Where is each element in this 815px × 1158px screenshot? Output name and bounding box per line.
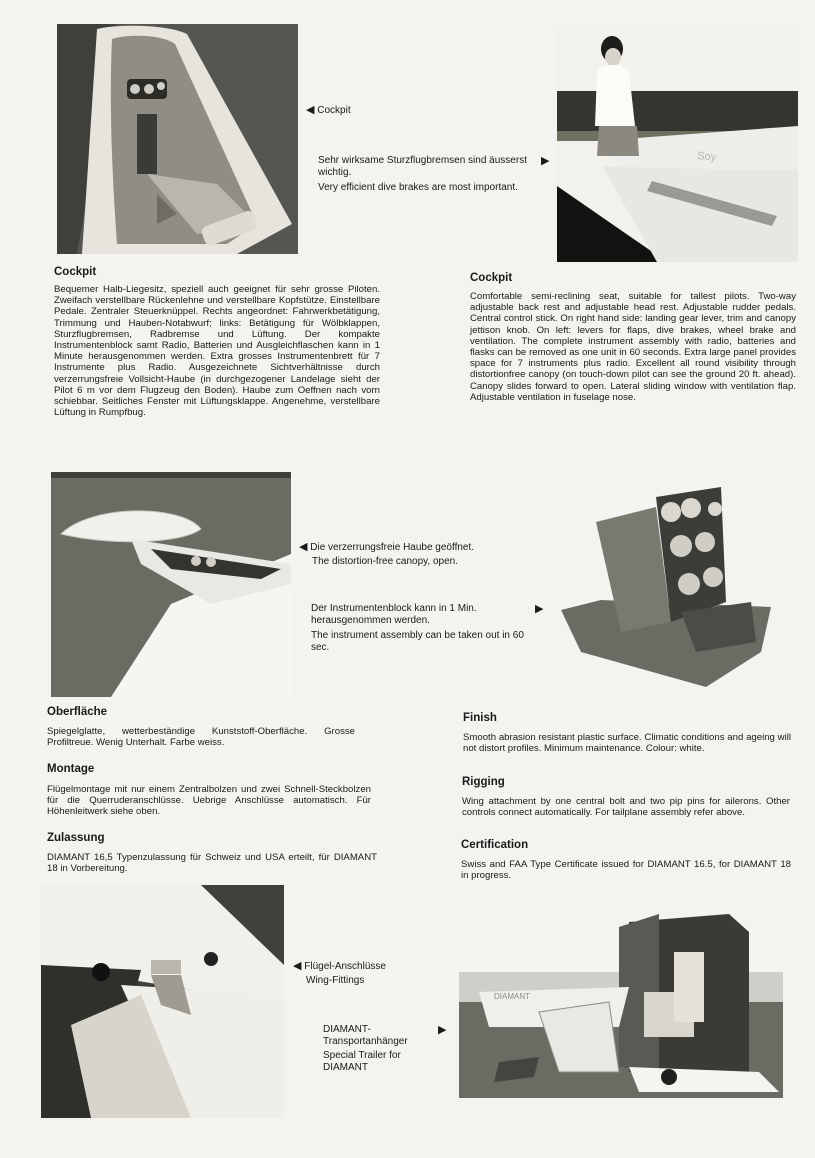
trailer-caption-en: Special Trailer for DIAMANT — [323, 1050, 401, 1073]
canopy-photo — [51, 464, 291, 697]
wing-fittings-caption-de: Flügel-Anschlüsse — [304, 961, 386, 972]
canopy-caption-en: The distortion-free canopy, open. — [312, 556, 459, 567]
en-finish-paragraph: Smooth abrasion resistant plastic surface. Climatic conditions and ageing will not distort profiles. Minimum maintenance. Colour: white. — [463, 732, 791, 755]
dive-brakes-photo — [557, 31, 798, 262]
de-cockpit-paragraph: Bequemer Halb-Liegesitz, speziell auch geeignet für sehr grosse Piloten. Zweifach verstellbare Rückenlehne und verstellbare Kopfstütze. Einstellbare Pedale. Zentraler Steuerknüppel. Rechts angeordnet: Fahrwerkbetätigung, Trimmung und Hauben-Notabwurf; links: Betätigung für Wölbklappen, Sturzflugbremsen, Radbremse und Lüftung. Der kompakte Instrumentenblock samt Radio, Batterien und Ausgleichflaschen kann in 1 Minute herausgenommen werden. Extra grosses Instrumentenbrett für 7 Instrumente plus Radio. Ausgezeichnete Sichtverhältnisse durch verzerrungsfreie Vollsicht-Haube (in durchgezogener Landelage sieht der Pilot 6 m vor dem Flugzeug den Boden). Haube zum Oeffnen nach vorn schiebbar. Seitliches Fenster mit Lüftungsklappe. Angenehme, verstellbare Lüftung in Rumpfbug. — [54, 284, 380, 419]
de-rigging-heading: Montage — [47, 763, 95, 775]
instrument-caption-de: Der Instrumentenblock kann in 1 Min. herausgenommen werden. — [311, 603, 477, 626]
arrow-left-icon: ◀ — [293, 960, 302, 972]
de-surface-paragraph: Spiegelglatte, wetterbeständige Kunststoff-Oberfläche. Grosse Profiltreue. Wenig Unterhalt. Farbe weiss. — [47, 726, 355, 749]
de-surface-heading: Oberfläche — [47, 706, 108, 718]
canopy-caption-de: Die verzerrungsfreie Haube geöffnet. — [310, 542, 475, 553]
trailer-caption-de: DIAMANT-Transportanhänger — [323, 1024, 408, 1047]
en-rigging-heading: Rigging — [462, 776, 505, 788]
en-cert-paragraph: Swiss and FAA Type Certificate issued for DIAMANT 16.5, for DIAMANT 18 in progress. — [461, 859, 791, 882]
de-cockpit-text — [54, 284, 380, 418]
wing-fittings-caption-en: Wing-Fittings — [306, 975, 365, 986]
arrow-left-icon: ◀ — [306, 104, 315, 116]
instrument-photo — [561, 482, 772, 690]
canopy-caption — [299, 541, 539, 568]
en-cockpit-paragraph: Comfortable semi-reclining seat, suitable for tallest pilots. Two-way adjustable back rest and adjustable head rest. Adjustable rudder pedals. Central control stick. On right hand side: landing gear lever, trim and canopy jettison knob. On left: levers for flaps, dive brakes, wheel brake and ventilation. The complete instrument assembly with radio, batteries and flasks can be removed as one unit in 60 seconds. Extra large panel provides space for 7 instruments plus radio. Excellent all round visibility through distortionfree canopy (on touch-down pilot can see the ground 20 ft. ahead). Canopy slides forward to open. Lateral sliding window with ventilation flap. Adjustable ventilation in fuselage nose. — [470, 291, 796, 403]
de-rigging-text — [47, 784, 371, 818]
de-rigging-paragraph: Flügelmontage mit nur einem Zentralbolzen und zwei Schnell-Steckbolzen für die Querruderanschlüsse. Uebrige Anschlüsse automatisch. Für Höhenleitwerk siehe oben. — [47, 784, 371, 818]
arrow-left-icon: ◀ — [299, 541, 308, 553]
en-rigging-text — [462, 796, 790, 818]
arrow-right-icon: ▶ — [438, 1024, 447, 1036]
en-rigging-paragraph: Wing attachment by one central bolt and two pip pins for ailerons. Other controls connect automatically. For tailplane assembly refer above. — [462, 796, 790, 819]
en-finish-text — [463, 732, 791, 754]
de-cert-text — [47, 852, 377, 874]
instrument-caption-en: The instrument assembly can be taken out in 60 sec. — [311, 630, 524, 653]
instrument-caption — [311, 603, 533, 654]
de-cert-paragraph: DIAMANT 16,5 Typenzulassung für Schweiz und USA erteilt, für DIAMANT 18 in Vorbereitung. — [47, 852, 377, 875]
en-cockpit-heading: Cockpit — [470, 272, 513, 284]
en-cockpit-text — [470, 291, 796, 403]
de-cockpit-heading: Cockpit — [54, 266, 97, 278]
de-cert-heading: Zulassung — [47, 832, 105, 844]
arrow-right-icon: ▶ — [535, 603, 544, 615]
trailer-photo — [459, 892, 783, 1098]
cockpit-photo-caption — [306, 104, 351, 117]
en-finish-heading: Finish — [463, 712, 497, 724]
en-cert-heading: Certification — [461, 839, 529, 851]
wing-fittings-caption — [293, 960, 443, 987]
caption-text: Cockpit — [317, 105, 351, 116]
arrow-right-icon: ▶ — [541, 155, 550, 167]
dive-brakes-caption-de: Sehr wirksame Sturzflugbremsen sind äusserst wichtig. — [318, 155, 527, 178]
dive-brakes-caption — [318, 155, 544, 194]
en-cert-text — [461, 859, 791, 881]
svg-text:Soy: Soy — [696, 150, 717, 164]
cockpit-photo — [57, 24, 298, 254]
dive-brakes-caption-en: Very efficient dive brakes are most important. — [318, 182, 518, 193]
wing-fittings-photo — [41, 885, 284, 1118]
trailer-fuselage-lettering: DIAMANT — [494, 992, 530, 1001]
trailer-caption — [323, 1024, 435, 1074]
de-surface-text — [47, 726, 355, 748]
